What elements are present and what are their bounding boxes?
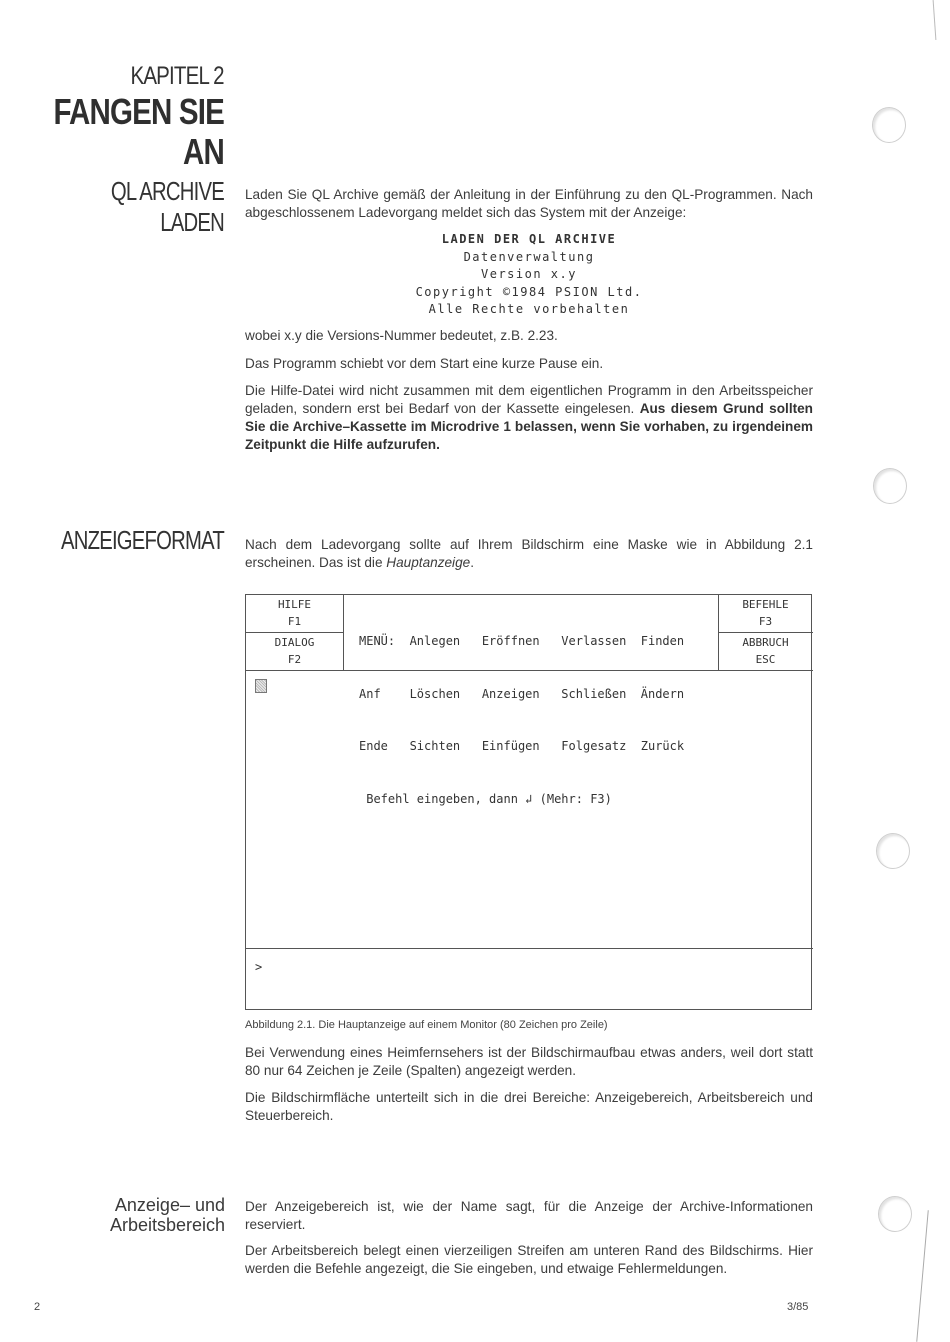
splash-line: Copyright ©1984 PSION Ltd. (415, 284, 643, 299)
f1-label: F1 (287, 615, 302, 628)
menu-row: Befehl eingeben, dann ↲ (Mehr: F3) (359, 791, 612, 806)
binder-hole-icon (873, 468, 907, 504)
section-heading-anzeigeformat: ANZEIGEFORMAT (61, 525, 224, 555)
splash-line: LADEN DER QL ARCHIVE (441, 232, 617, 246)
splash-line: Version x.y (481, 267, 577, 281)
section-heading-bereich-line1: Anzeige– und (114, 1195, 225, 1215)
splash-line: Alle Rechte vorbehalten (428, 302, 630, 316)
menu-row: MENÜ: Anlegen Eröffnen Verlassen Finden (359, 634, 685, 648)
paragraph-anzeigeformat-b: . (470, 555, 474, 570)
abbruch-label: ABBRUCH (742, 636, 789, 649)
befehle-key-box (718, 596, 813, 630)
figure-caption: Abbildung 2.1. Die Hauptanzeige auf einem Monitor (80 Zeichen pro Zeile) (245, 1019, 608, 1031)
paragraph-pause: Das Programm schiebt vor dem Start eine kurze Pause ein. (245, 356, 604, 371)
f3-label: F3 (758, 615, 773, 628)
menu-row: Anf Löschen Anzeigen Schließen Ändern (359, 686, 685, 701)
paragraph-anzeigebereich: Der Anzeigebereich ist, wie der Name sagt, für die Anzeige der Archive-Informationen reserviert. (245, 1199, 813, 1232)
paragraph-anzeigeformat-italic: Hauptanzeige (386, 555, 471, 570)
chapter-title-line1: FANGEN SIE (53, 91, 224, 132)
paragraph-fernseher: Bei Verwendung eines Heimfernsehers ist der Bildschirmaufbau etwas anders, weil dort statt 80 nur 64 Zeichen je Zeile (Spalten) angezeigt werden. (245, 1045, 813, 1078)
page-number: 2 (34, 1301, 41, 1313)
paragraph-anzeigeformat-a: Nach dem Ladevorgang sollte auf Ihrem Bildschirm eine Maske wie in Abbildung 2.1 erscheinen. Das ist die (245, 537, 813, 570)
screen-figure (245, 594, 812, 1010)
paragraph-laden: Laden Sie QL Archive gemäß der Anleitung in der Einführung zu den QL-Programmen. Nach abgeschlossenem Ladevorgang meldet sich das System mit der Anzeige: (245, 187, 813, 220)
section-heading-bereich-line2: Arbeitsbereich (109, 1215, 225, 1235)
splash-line: Datenverwaltung (463, 249, 595, 264)
section-heading-bereich (110, 1195, 225, 1235)
paper-edge (916, 1210, 929, 1342)
binder-hole-icon (876, 833, 910, 869)
prompt-symbol: > (255, 960, 263, 974)
paragraph-hilfe (245, 382, 813, 454)
paragraph-version: wobei x.y die Versions-Nummer bedeutet, z.B. 2.23. (245, 328, 558, 343)
dialog-key-box (246, 634, 343, 668)
chapter-label: KAPITEL 2 (130, 62, 224, 90)
paper-edge (933, 0, 937, 40)
paragraph-arbeitsbereich: Der Arbeitsbereich belegt einen vierzeiligen Streifen am unteren Rand des Bildschirms. Hier werden die Befehle angezeigt, die Sie eingeben, und etwaige Fehlermeldungen. (245, 1243, 813, 1276)
abbruch-key-box (718, 634, 813, 668)
f2-label: F2 (287, 653, 302, 666)
date-code: 3/85 (787, 1301, 809, 1313)
esc-label: ESC (755, 653, 776, 666)
binder-hole-icon (878, 1196, 912, 1232)
paragraph-hilfe-normal: Die Hilfe-Datei wird nicht zusammen mit dem eigentlichen Programm in den Arbeitsspeicher geladen, sondern erst bei Bedarf von der Kassette eingelesen. (245, 383, 813, 416)
paragraph-anzeigeformat (245, 536, 813, 572)
dialog-label: DIALOG (274, 636, 315, 649)
paragraph-bereiche: Die Bildschirmfläche unterteilt sich in die drei Bereiche: Anzeigebereich, Arbeitsbereich und Steuerbereich. (245, 1090, 813, 1123)
befehle-label: BEFEHLE (742, 598, 789, 611)
section-heading-laden: QL ARCHIVE LADEN (110, 176, 224, 237)
command-menu (359, 598, 684, 843)
cursor-block-icon (255, 679, 267, 693)
paragraph-hilfe-bold: Aus diesem Grund sollten Sie die Archive–Kassette im Microdrive 1 belassen, wenn Sie vorhaben, zu irgendeinem Zeitpunkt die Hilfe aufzurufen. (245, 401, 813, 452)
hilfe-label: HILFE (277, 598, 312, 611)
splash-screen-text (245, 231, 813, 319)
hilfe-key-box (246, 596, 343, 630)
chapter-title-line2: AN (183, 131, 224, 172)
menu-row: Ende Sichten Einfügen Folgesatz Zurück (359, 739, 685, 753)
binder-hole-icon (872, 107, 906, 143)
